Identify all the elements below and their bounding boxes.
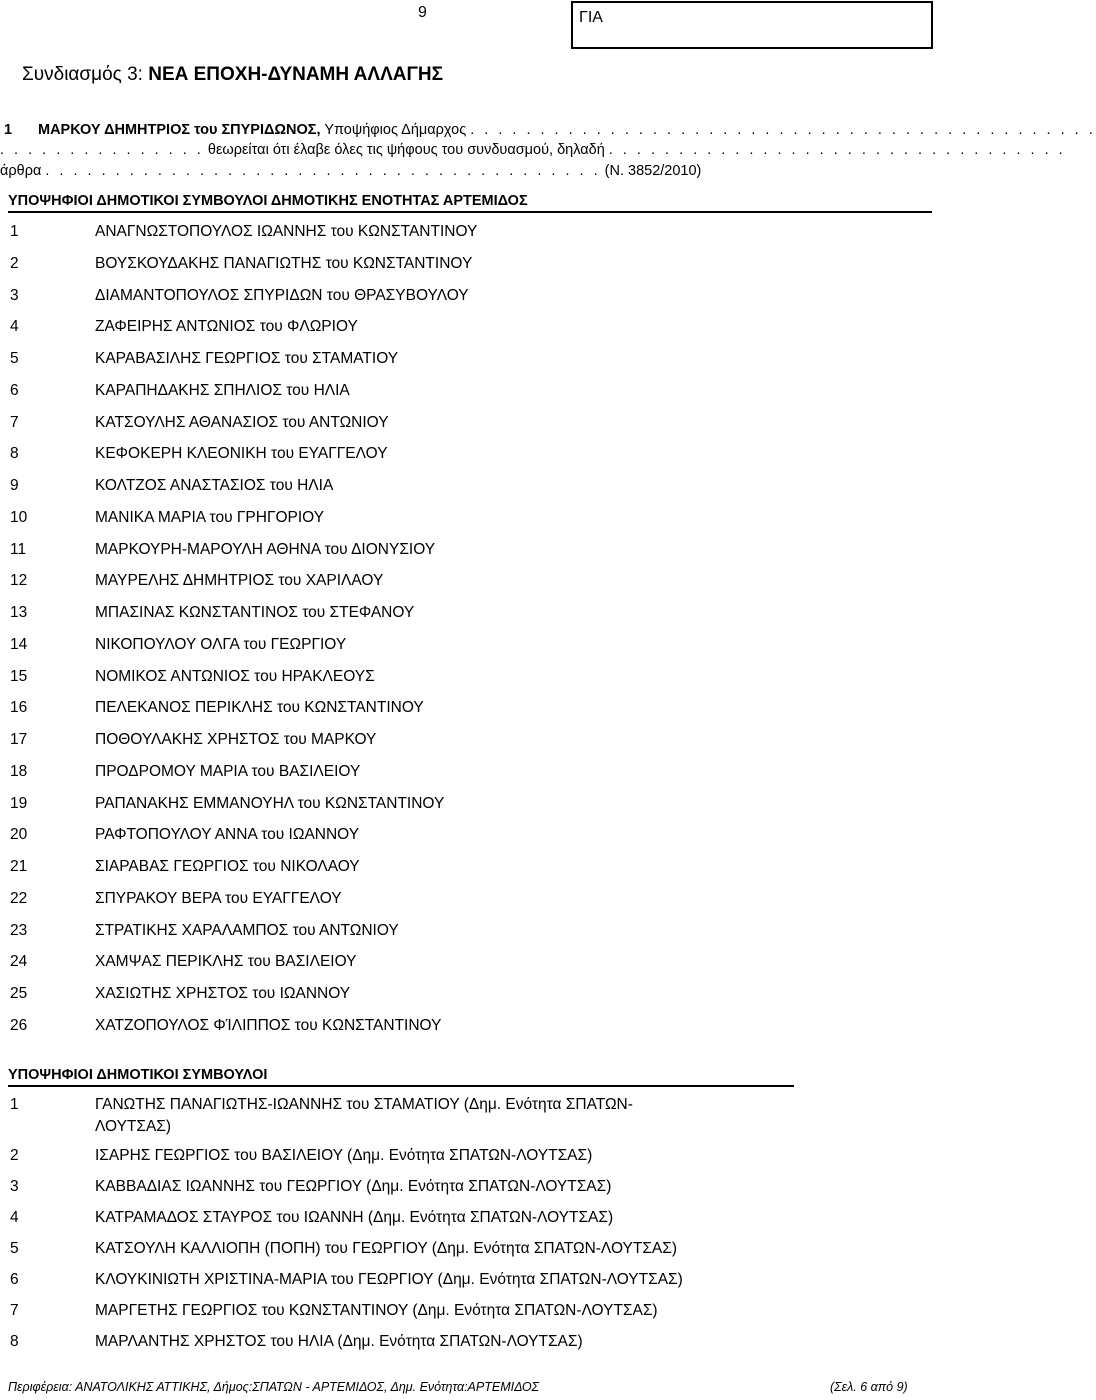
candidate-number: 16	[10, 699, 28, 717]
candidate-number: 1	[10, 1096, 19, 1113]
section1-title: ΥΠΟΨΗΦΙΟΙ ΔΗΜΟΤΙΚΟΙ ΣΥΜΒΟΥΛΟΙ ΔΗΜΟΤΙΚΗΣ ΕΝΟΤΗΤΑΣ ΑΡΤΕΜΙΔΟΣ	[8, 193, 932, 213]
candidate-name: ΚΑΤΡΑΜΑΔΟΣ ΣΤΑΥΡΟΣ του ΙΩΑΝΝΗ (Δημ. Ενότητα ΣΠΑΤΩΝ-ΛΟΥΤΣΑΣ)	[95, 1209, 614, 1226]
candidate-number: 12	[10, 572, 28, 590]
candidate-number: 9	[10, 477, 19, 494]
candidate-number: 6	[10, 1271, 19, 1288]
mayor-line-2	[0, 142, 1066, 158]
candidate-name: ΧΑΤΖΟΠΟΥΛΟΣ ΦΊΛΙΠΠΟΣ του ΚΩΝΣΤΑΝΤΙΝΟΥ	[95, 1016, 442, 1034]
candidate-name: ΜΑΡΚΟΥΡΗ-ΜΑΡΟΥΛΗ ΑΘΗΝΑ του ΔΙΟΝΥΣΙΟΥ	[95, 540, 436, 558]
candidate-name: ΣΠΥΡΑΚΟΥ ΒΕΡΑ του ΕΥΑΓΓΕΛΟΥ	[95, 889, 342, 907]
candidate-name: ΒΟΥΣΚΟΥΔΑΚΗΣ ΠΑΝΑΓΙΩΤΗΣ του ΚΩΝΣΤΑΝΤΙΝΟΥ	[95, 254, 473, 272]
candidate-name: ΚΛΟΥΚΙΝΙΩΤΗ ΧΡΙΣΤΙΝΑ-ΜΑΡΙΑ του ΓΕΩΡΓΙΟΥ (Δημ. Ενότητα ΣΠΑΤΩΝ-ΛΟΥΤΣΑΣ)	[95, 1271, 683, 1288]
candidate-name: ΠΡΟΔΡΟΜΟΥ ΜΑΡΙΑ του ΒΑΣΙΛΕΙΟΥ	[95, 762, 361, 780]
candidate-name: ΣΤΡΑΤΙΚΗΣ ΧΑΡΑΛΑΜΠΟΣ του ΑΝΤΩΝΙΟΥ	[95, 921, 399, 939]
candidate-name: ΧΑΣΙΩΤΗΣ ΧΡΗΣΤΟΣ του ΙΩΑΝΝΟΥ	[95, 985, 351, 1002]
mayor-line-1	[0, 122, 1096, 138]
candidate-number: 6	[10, 381, 19, 399]
candidate-number: 2	[10, 254, 19, 272]
candidate-name: ΚΑΒΒΑΔΙΑΣ ΙΩΑΝΝΗΣ του ΓΕΩΡΓΙΟΥ (Δημ. Ενότητα ΣΠΑΤΩΝ-ΛΟΥΤΣΑΣ)	[95, 1178, 612, 1195]
candidate-name: ΠΟΘΟΥΛΑΚΗΣ ΧΡΗΣΤΟΣ του ΜΑΡΚΟΥ	[95, 731, 377, 748]
candidate-number: 11	[10, 540, 27, 558]
candidate-name: ΖΑΦΕΙΡΗΣ ΑΝΤΩΝΙΟΣ του ΦΛΩΡΙΟΥ	[95, 318, 358, 336]
candidate-name: ΜΑΡΓΕΤΗΣ ΓΕΩΡΓΙΟΣ του ΚΩΝΣΤΑΝΤΙΝΟΥ (Δημ. Ενότητα ΣΠΑΤΩΝ-ΛΟΥΤΣΑΣ)	[95, 1302, 658, 1319]
candidate-number: 15	[10, 667, 28, 685]
candidate-number: 7	[10, 1302, 19, 1319]
candidate-name: ΝΟΜΙΚΟΣ ΑΝΤΩΝΙΟΣ του ΗΡΑΚΛΕΟΥΣ	[95, 667, 375, 685]
coalition-name: ΝΕΑ ΕΠΟΧΗ-ΔΥΝΑΜΗ ΑΛΛΑΓΗΣ	[148, 64, 444, 85]
mayor-law-ref: (Ν. 3852/2010)	[604, 163, 702, 179]
mayor-name: ΜΑΡΚΟΥ ΔΗΜΗΤΡΙΟΣ του ΣΠΥΡΙΔΩΝΟΣ,	[38, 122, 321, 138]
candidate-name: ΓΑΝΩΤΗΣ ΠΑΝΑΓΙΩΤΗΣ-ΙΩΑΝΝΗΣ του ΣΤΑΜΑΤΙΟΥ (Δημ. Ενότητα ΣΠΑΤΩΝ-ΛΟΥΤΣΑΣ)	[95, 1096, 633, 1135]
candidate-number: 5	[10, 1240, 19, 1257]
candidate-name: ΝΙΚΟΠΟΥΛΟΥ ΟΛΓΑ του ΓΕΩΡΓΙΟΥ	[95, 635, 347, 653]
candidate-number: 8	[10, 1333, 19, 1350]
candidate-name: ΚΕΦΟΚΕΡΗ ΚΛΕΟΝΙΚΗ του ΕΥΑΓΓΕΛΟΥ	[95, 445, 388, 463]
candidate-number: 2	[10, 1147, 19, 1164]
mayor-role: Υποψήφιος Δήμαρχος	[324, 122, 467, 138]
candidate-name: ΚΑΤΣΟΥΛΗΣ ΑΘΑΝΑΣΙΟΣ του ΑΝΤΩΝΙΟΥ	[95, 413, 389, 431]
section2-title: ΥΠΟΨΗΦΙΟΙ ΔΗΜΟΤΙΚΟΙ ΣΥΜΒΟΥΛΟΙ	[8, 1067, 794, 1087]
candidate-name: ΣΙΑΡΑΒΑΣ ΓΕΩΡΓΙΟΣ του ΝΙΚΟΛΑΟΥ	[95, 858, 360, 875]
candidate-name: ΚΑΡΑΒΑΣΙΛΗΣ ΓΕΩΡΓΙΟΣ του ΣΤΑΜΑΤΙΟΥ	[95, 350, 399, 367]
footer-page: (Σελ. 6 από 9)	[830, 1380, 908, 1394]
gia-label: ΓΙΑ	[579, 9, 603, 26]
candidate-number: 26	[10, 1016, 28, 1034]
candidate-number: 14	[10, 635, 28, 653]
candidate-number: 8	[10, 445, 19, 463]
candidate-name: ΑΝΑΓΝΩΣΤΟΠΟΥΛΟΣ ΙΩΑΝΝΗΣ του ΚΩΝΣΤΑΝΤΙΝΟΥ	[95, 223, 478, 240]
candidate-number: 19	[10, 794, 28, 812]
mayor-votes-text: θεωρείται ότι έλαβε όλες τις ψήφους του συνδυασμού, δηλαδή	[207, 142, 605, 158]
candidate-number: 13	[10, 604, 28, 621]
candidate-number: 23	[10, 921, 28, 939]
mayor-number: 1	[4, 122, 13, 138]
candidate-name: ΚΑΤΣΟΥΛΗ ΚΑΛΛΙΟΠΗ (ΠΟΠΗ) του ΓΕΩΡΓΙΟΥ (Δημ. Ενότητα ΣΠΑΤΩΝ-ΛΟΥΤΣΑΣ)	[95, 1240, 677, 1257]
candidate-number: 21	[10, 858, 28, 875]
coalition-prefix: Συνδιασμός 3:	[22, 64, 149, 85]
candidate-number: 5	[10, 350, 19, 367]
candidate-number: 18	[10, 762, 28, 780]
candidate-name: ΜΑΝΙΚΑ ΜΑΡΙΑ του ΓΡΗΓΟΡΙΟΥ	[95, 508, 325, 526]
candidate-number: 3	[10, 1178, 19, 1195]
candidate-name: ΜΑΥΡΕΛΗΣ ΔΗΜΗΤΡΙΟΣ του ΧΑΡΙΛΑΟΥ	[95, 572, 384, 590]
footer-region: Περιφέρεια: ΑΝΑΤΟΛΙΚΗΣ ΑΤΤΙΚΗΣ, Δήμος:ΣΠΑΤΩΝ - ΑΡΤΕΜΙΔΟΣ, Δημ. Ενότητα:ΑΡΤΕΜΙΔΟΣ	[8, 1380, 540, 1394]
candidate-number: 3	[10, 286, 19, 304]
candidate-number: 25	[10, 985, 28, 1002]
candidate-name: ΠΕΛΕΚΑΝΟΣ ΠΕΡΙΚΛΗΣ του ΚΩΝΣΤΑΝΤΙΝΟΥ	[95, 699, 424, 717]
page-number: 9	[418, 4, 427, 21]
candidate-number: 4	[10, 1209, 19, 1226]
candidate-number: 17	[10, 731, 28, 748]
candidate-number: 1	[10, 223, 19, 240]
mayor-dots-1: . . . . . . . . . . . . . . . . . . . . . . . . . . . . . . . . . . . . . . . . . . . . .	[470, 122, 1096, 138]
candidate-name: ΚΑΡΑΠΗΔΑΚΗΣ ΣΠΗΛΙΟΣ του ΗΛΙΑ	[95, 381, 350, 399]
candidate-name: ΡΑΦΤΟΠΟΥΛΟΥ ΑΝΝΑ του ΙΩΑΝΝΟΥ	[95, 826, 360, 844]
mayor-articles-text: άρθρα	[0, 163, 42, 179]
gia-box	[571, 1, 933, 49]
mayor-dots-2-left: . . . . . . . . . . . . . . .	[0, 142, 204, 158]
candidate-name: ΙΣΑΡΗΣ ΓΕΩΡΓΙΟΣ του ΒΑΣΙΛΕΙΟΥ (Δημ. Ενότητα ΣΠΑΤΩΝ-ΛΟΥΤΣΑΣ)	[95, 1147, 593, 1164]
candidate-name: ΧΑΜΨΑΣ ΠΕΡΙΚΛΗΣ του ΒΑΣΙΛΕΙΟΥ	[95, 953, 357, 971]
mayor-dots-2-right: . . . . . . . . . . . . . . . . . . . . . . . . . . . . . . . . .	[608, 142, 1066, 158]
candidate-number: 4	[10, 318, 19, 336]
candidate-name: ΡΑΠΑΝΑΚΗΣ ΕΜΜΑΝΟΥΗΛ του ΚΩΝΣΤΑΝΤΙΝΟΥ	[95, 794, 445, 812]
candidate-number: 22	[10, 889, 28, 907]
candidate-number: 7	[10, 413, 19, 431]
candidate-number: 10	[10, 508, 28, 526]
candidate-name: ΚΟΛΤΖΟΣ ΑΝΑΣΤΑΣΙΟΣ του ΗΛΙΑ	[95, 477, 334, 494]
mayor-line-3	[0, 163, 960, 179]
candidate-name: ΜΠΑΣΙΝΑΣ ΚΩΝΣΤΑΝΤΙΝΟΣ του ΣΤΕΦΑΝΟΥ	[95, 604, 415, 621]
candidate-number: 20	[10, 826, 28, 844]
coalition-heading	[22, 64, 443, 86]
candidate-name: ΔΙΑΜΑΝΤΟΠΟΥΛΟΣ ΣΠΥΡΙΔΩΝ του ΘΡΑΣΥΒΟΥΛΟΥ	[95, 286, 469, 304]
candidate-number: 24	[10, 953, 28, 971]
candidate-name: ΜΑΡΛΑΝΤΗΣ ΧΡΗΣΤΟΣ του ΗΛΙΑ (Δημ. Ενότητα ΣΠΑΤΩΝ-ΛΟΥΤΣΑΣ)	[95, 1333, 583, 1350]
mayor-dots-3: . . . . . . . . . . . . . . . . . . . . . . . . . . . . . . . . . . . . . . . .	[45, 163, 601, 179]
